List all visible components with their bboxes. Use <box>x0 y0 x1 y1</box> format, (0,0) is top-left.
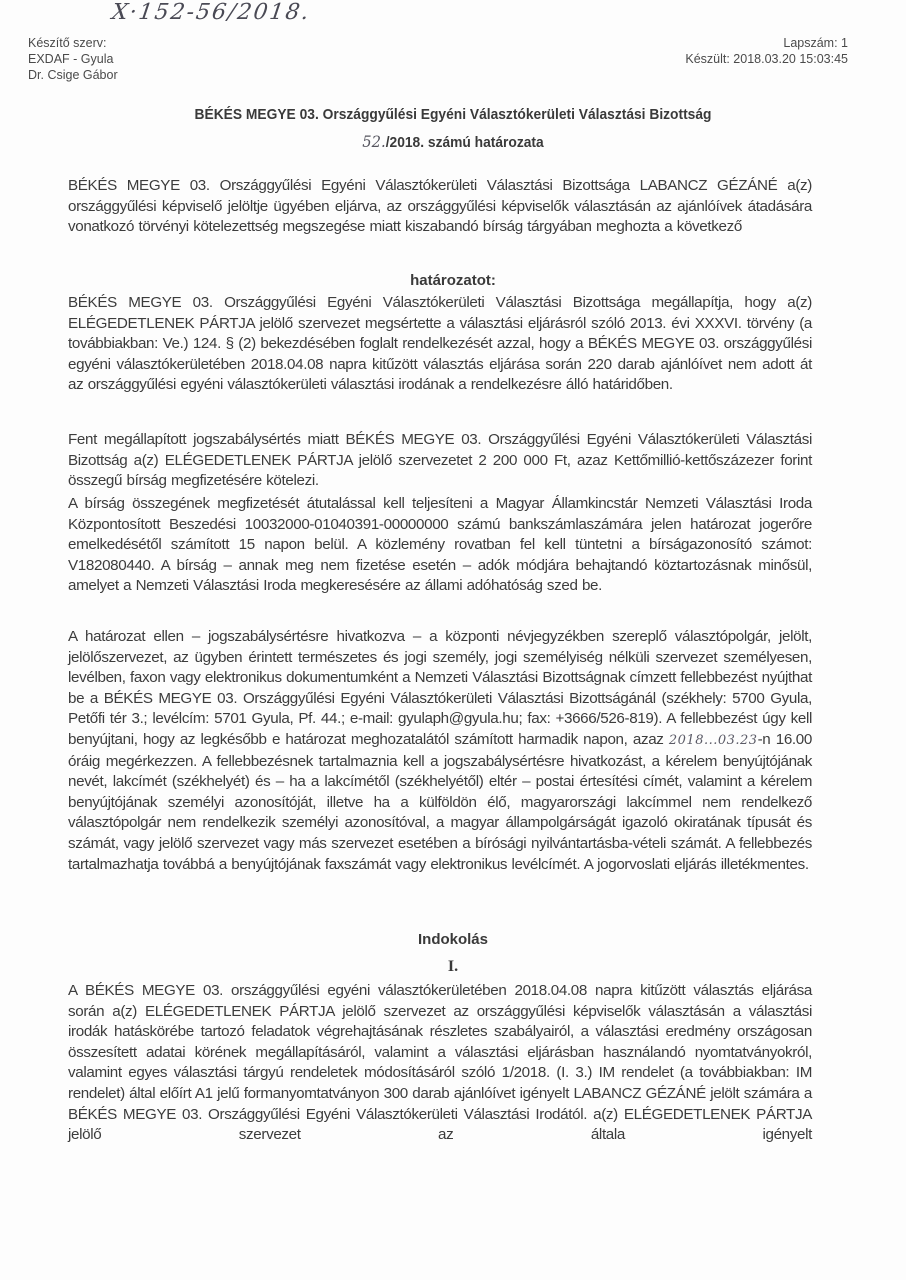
intro-text: BÉKÉS MEGYE 03. Országgyűlési Egyéni Választókerületi Választási Bizottsága LABANCZ GÉZÁNÉ a(z) országgyűlési képviselő jelöltje ügyében eljárva, az országgyűlési képviselők választásán az ajánlóívek átadására vonatkozó törvényi kötelezettség megszegése miatt kiszabandó bírság tárgyában meghozta a következő <box>68 177 812 236</box>
intro-paragraph <box>68 176 812 238</box>
reasoning-section-number: I. <box>447 958 459 975</box>
page-meta-block <box>685 35 848 67</box>
page-number: Lapszám: 1 <box>783 36 848 50</box>
issuer-block <box>28 35 118 83</box>
decision-text-2: Fent megállapított jogszabálysértés miatt BÉKÉS MEGYE 03. Országgyűlési Egyéni Választókerületi Választási Bizottság a(z) ELÉGEDETLENEK PÁRTJA jelölő szervezetet 2 200 000 Ft, azaz Kettőmillió-kettőszázezer forint összegű bírság megfizetésére kötelezi. <box>68 431 812 490</box>
handwritten-reference-number: X·152-56/2018. <box>110 0 313 25</box>
reasoning-heading: Indokolás <box>417 931 488 948</box>
decision-text-3: A bírság összegének megfizetését átutalással kell teljesíteni a Magyar Államkincstár Nemzeti Választási Iroda Központosított Beszedési 10032000-01040391-00000000 számú bankszámlaszámára jelen határozat jogerőre emelkedésétől számított 15 napon belül. A közlemény rovatban fel kell tüntetni a bírságazonosító számot: V182080440. A bírság – annak meg nem fizetése esetén – adók módjára behajtandó köztartozásnak minősül, amelyet a Nemzeti Választási Iroda megkeresésére az állami adóhatóság szed be. <box>68 495 812 595</box>
issuer-label: Készítő szerv: <box>28 36 107 50</box>
handwritten-resolution-number: 52. <box>362 132 386 151</box>
decision-heading: határozatot: <box>410 272 496 289</box>
decision-text-1: BÉKÉS MEGYE 03. Országgyűlési Egyéni Választókerületi Választási Bizottsága megállapítja, hogy a(z) ELÉGEDETLENEK PÁRTJA jelölő szervezet megsértette a választási eljárásról szóló 2013. évi XXXVI. törvény (a továbbiakban: Ve.) 124. § (2) bekezdésében foglalt rendelkezését azzal, hogy a BÉKÉS MEGYE 03. országgyűlési egyéni választókerületében 2018.04.08 napra kitűzött választás eljárása során 220 darab ajánlóívet nem adott át az országgyűlési egyéni választókerületi választási irodának a rendelkezésre álló határidőben. <box>68 294 812 394</box>
decision-paragraph-1 <box>68 293 812 396</box>
appeal-text <box>68 627 812 875</box>
reasoning-text: A BÉKÉS MEGYE 03. országgyűlési egyéni választókerületében 2018.04.08 napra kitűzött választás eljárása során a(z) ELÉGEDETLENEK PÁRTJA jelölő szervezet az országgyűlési képviselők választásán a választási irodák hatáskörébe tartozó feladatok végrehajtásának részletes szabályairól, a választási eredmény országosan összesített adatai körének megállapításáról, valamint a választási eljárásban használandó nyomtatványokról, valamint egyes választási tárgyú rendeletek módosításáról szóló 1/2018. (I. 3.) IM rendelet (a továbbiakban: IM rendelet) által előírt A1 jelű formanyomtatványon 300 darab ajánlóívet igényelt LABANCZ GÉZÁNÉ jelölt számára a BÉKÉS MEGYE 03. Országgyűlési Egyéni Választókerületi Választási Irodától. a(z) ELÉGEDETLENEK PÁRTJA jelölő szervezet az általa igényelt <box>68 982 812 1144</box>
created-timestamp: Készült: 2018.03.20 15:03:45 <box>685 52 848 66</box>
reasoning-paragraph <box>68 981 812 1146</box>
decision-paragraph-3 <box>68 494 812 597</box>
handwritten-deadline-date: 2018...03.23 <box>668 732 758 748</box>
appeal-text-after-date: -n 16.00 óráig megérkezzen. A fellebbezésnek tartalmaznia kell a jogszabálysértésre hivatkozást, a kérelem benyújtójának nevét, lakcímét (székhelyét) és – ha a lakcímétől (székhelyétől) eltér – postai értesítési címét, valamint a kérelem benyújtójának személyi azonosítóját, illetve ha a külföldön élő, magyarországi lakcímmel nem rendelkező választópolgár nem rendelkezik személyi azonosítóval, a magyar állampolgárságát igazoló okiratának típusát és számát, vagy jelölő szervezet vagy más szervezet esetében a bírósági nyilvántartásba-vételi számát. A fellebbezés tartalmazhatja továbbá a benyújtójának faxszámát vagy elektronikus levélcímét. A jogorvoslati eljárás illetékmentes. <box>68 730 812 873</box>
appeal-paragraph <box>68 627 812 875</box>
resolution-title-suffix: /2018. számú határozata <box>385 134 544 151</box>
appeal-text-before-date: A határozat ellen – jogszabálysértésre hivatkozva – a központi névjegyzékben szereplő választópolgár, jelölt, jelölőszervezet, az ügyben érintett természetes és jogi személy, jogi személyiség nélküli szervezet személyesen, levélben, faxon vagy elektronikus dokumentumként a Nemzeti Választási Bizottságnak címzett fellebbezést nyújthat be a BÉKÉS MEGYE 03. Országgyűlési Egyéni Választókerületi Választási Bizottságánál (székhely: 5700 Gyula, Petőfi tér 3.; levélcím: 5701 Gyula, Pf. 44.; e-mail: gyulaph@gyula.hu; fax: +3666/526-819). A fellebbezést úgy kell benyújtani, hogy az legkésőbb e határozat meghozatalától számított harmadik napon, azaz <box>68 628 812 748</box>
decision-paragraph-2 <box>68 430 812 492</box>
issuer-person: Dr. Csige Gábor <box>28 68 118 82</box>
issuer-organization: EXDAF - Gyula <box>28 52 114 66</box>
document-title-committee: BÉKÉS MEGYE 03. Országgyűlési Egyéni Választókerületi Választási Bizottság <box>194 106 712 123</box>
document-title-resolution <box>36 132 870 151</box>
